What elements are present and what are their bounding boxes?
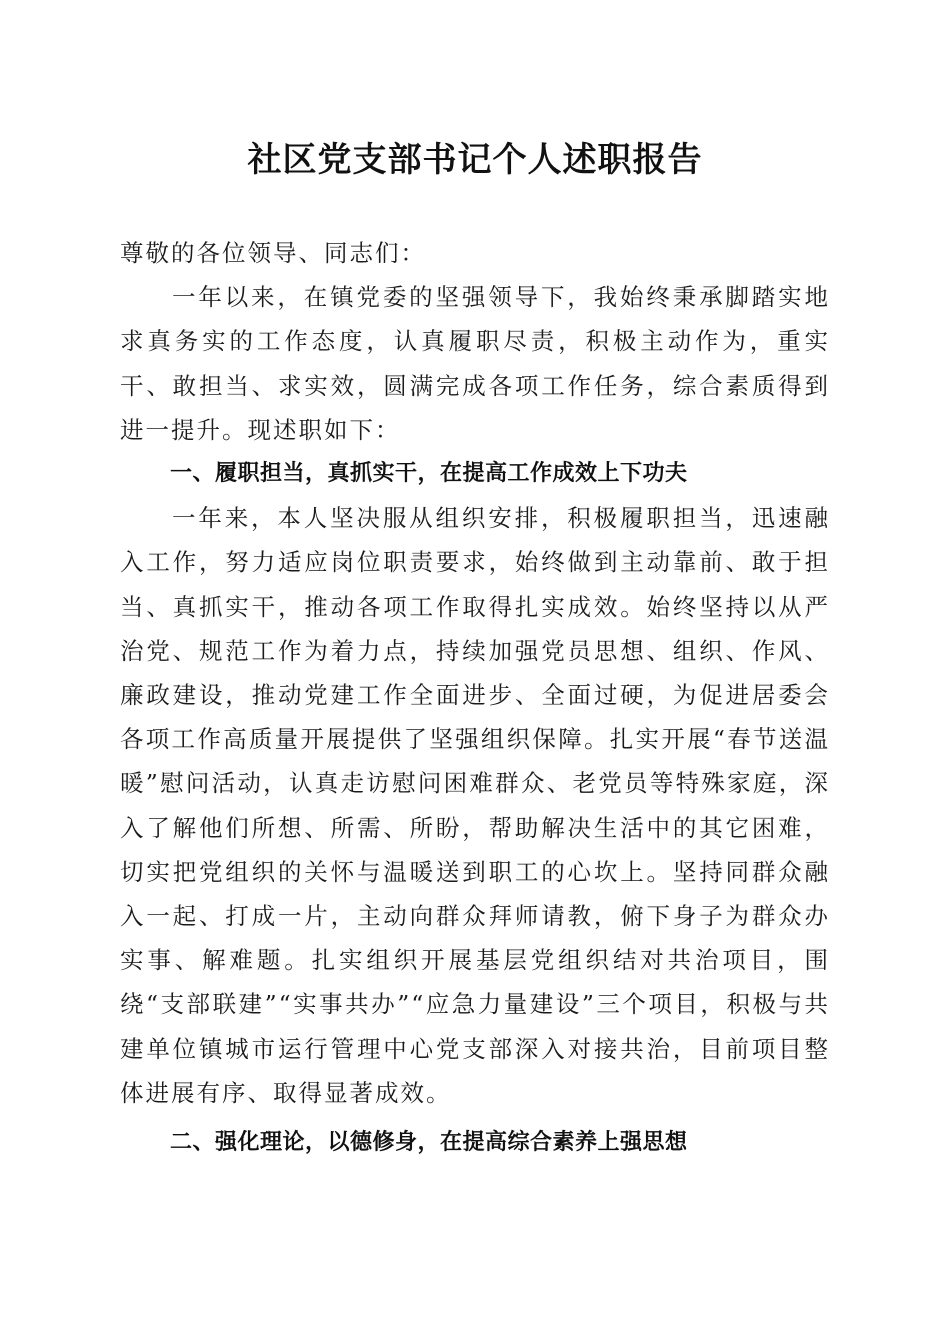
section-1-heading: 一、履职担当，真抓实干，在提高工作成效上下功夫 [170,461,688,487]
section-2-heading: 二、强化理论，以德修身，在提高综合素养上强思想 [170,1130,688,1156]
intro-paragraph: 一年以来，在镇党委的坚强领导下，我始终秉承脚踏实地求真务实的工作态度，认真履职尽责，积极主动作为，重实干、敢担当、求实效，圆满完成各项工作任务，综合素质得到进一提升。现述职如下： [120,283,830,444]
section-1-paragraph: 一年来，本人坚决服从组织安排，积极履职担当，迅速融入工作，努力适应岗位职责要求，始终做到主动靠前、敢于担当、真抓实干，推动各项工作取得扎实成效。始终坚持以从严治党、规范工作为着力点，持续加强党员思想、组织、作风、廉政建设，推动党建工作全面进步、全面过硬，为促进居委会各项工作高质量开展提供了坚强组织保障。扎实开展“春节送温暖”慰问活动，认真走访慰问困难群众、老党员等特殊家庭，深入了解他们所想、所需、所盼，帮助解决生活中的其它困难，切实把党组织的关怀与温暖送到职工的心坎上。坚持同群众融入一起、打成一片，主动向群众拜师请教，俯下身子为群众办实事、解难题。扎实组织开展基层党组织结对共治项目，围绕“支部联建”“实事共办”“应急力量建设”三个项目，积极与共建单位镇城市运行管理中心党支部深入对接共治，目前项目整体进展有序、取得显著成效。 [120,504,830,1107]
document-body [120,231,830,1165]
document-title: 社区党支部书记个人述职报告 [247,140,703,180]
salutation: 尊敬的各位领导、同志们： [120,239,426,267]
